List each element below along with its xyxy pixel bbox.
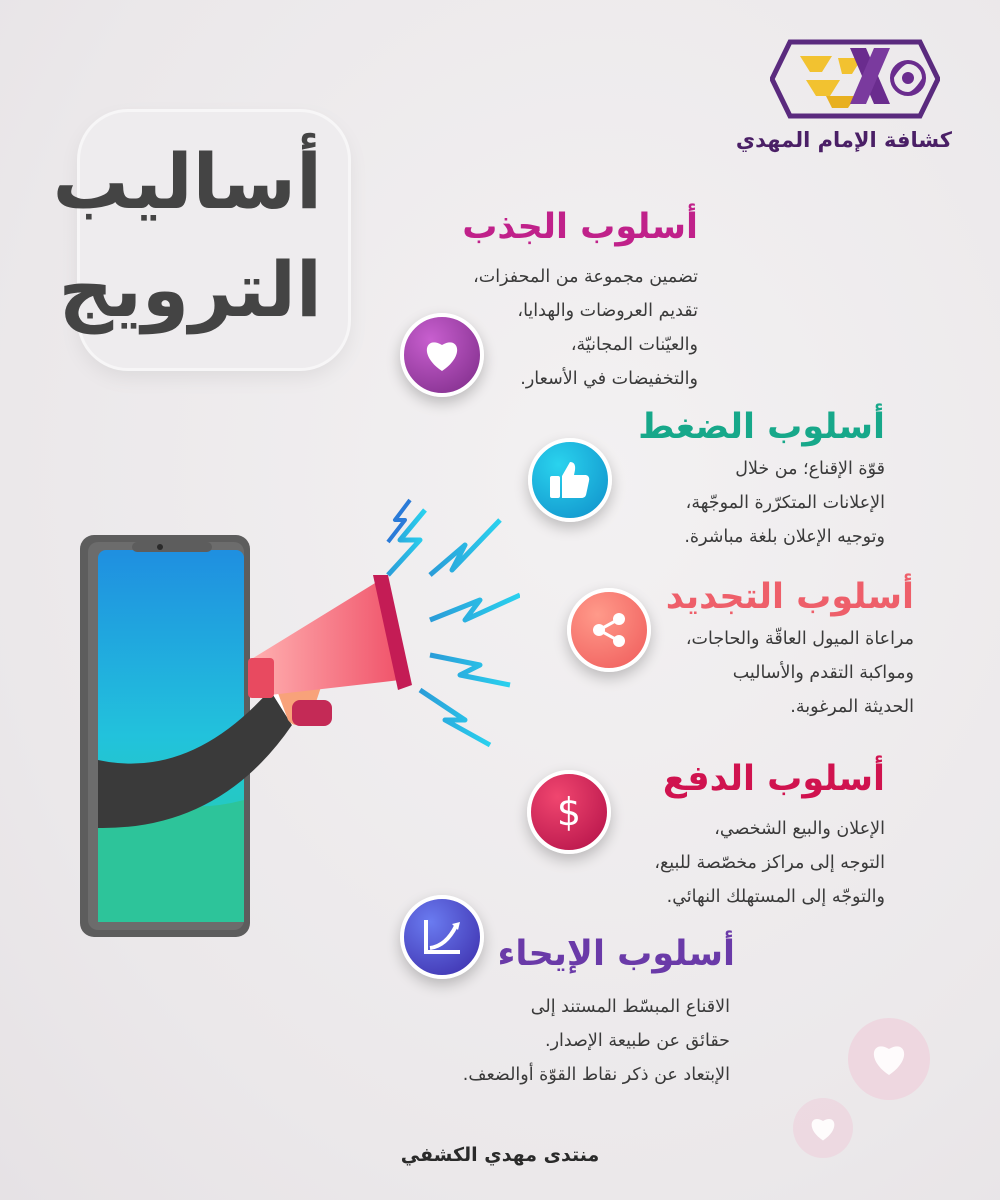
- section-line: والتوجّه إلى المستهلك النهائي.: [666, 887, 885, 907]
- dollar-icon: $: [527, 770, 611, 854]
- phone-megaphone-illustration: [70, 480, 520, 950]
- decorative-heart-icon: [793, 1098, 853, 1158]
- section-line: الإعلان والبيع الشخصي،: [714, 819, 885, 839]
- page-title-line-1: أساليب: [52, 137, 322, 226]
- heart-icon: [400, 313, 484, 397]
- section-line: وتوجيه الإعلان بلغة مباشرة.: [684, 527, 885, 547]
- section-body-pressure: [684, 452, 885, 554]
- section-line: حقائق عن طبيعة الإصدار.: [545, 1031, 730, 1051]
- section-line: الإعلانات المتكرّرة الموجّهة،: [685, 493, 885, 513]
- section-body-suggestion: [463, 990, 730, 1092]
- section-line: قوّة الإقناع؛ من خلال: [735, 459, 885, 479]
- section-title-push: أسلوب الدفع: [662, 759, 885, 799]
- section-line: والتخفيضات في الأسعار.: [520, 369, 698, 389]
- organization-logo: [770, 34, 940, 124]
- organization-name: كشافة الإمام المهدي: [735, 128, 952, 152]
- page-title-line-2: الترويج: [58, 245, 322, 334]
- thumbs-up-icon: [528, 438, 612, 522]
- section-title-pressure: أسلوب الضغط: [638, 407, 885, 447]
- section-body-push: [654, 812, 885, 914]
- decorative-heart-icon: [848, 1018, 930, 1100]
- section-title-suggestion: أسلوب الإيحاء: [497, 934, 735, 974]
- section-line: الاقناع المبسّط المستند إلى: [530, 997, 730, 1017]
- section-line: تقديم العروضات والهدايا،: [517, 301, 698, 321]
- section-line: التوجه إلى مراكز مخصّصة للبيع،: [654, 853, 885, 873]
- section-line: مراعاة الميول العاقّة والحاجات،: [685, 629, 914, 649]
- section-line: الإبتعاد عن ذكر نقاط القوّة أوالضعف.: [462, 1065, 730, 1085]
- section-line: الحديثة المرغوبة.: [790, 697, 914, 717]
- section-line: والعيّنات المجانيّة،: [570, 335, 698, 355]
- section-line: ومواكبة التقدم والأساليب: [732, 663, 914, 683]
- footer-text: منتدى مهدي الكشفي: [400, 1144, 600, 1166]
- chart-icon: [400, 895, 484, 979]
- section-body-renewal: [686, 622, 914, 724]
- section-line: تضمين مجموعة من المحفزات،: [473, 267, 698, 287]
- title-card: [52, 112, 348, 368]
- share-icon: [567, 588, 651, 672]
- section-title-attraction: أسلوب الجذب: [462, 207, 698, 247]
- section-body-attraction: [473, 260, 698, 396]
- section-title-renewal: أسلوب التجديد: [665, 577, 914, 617]
